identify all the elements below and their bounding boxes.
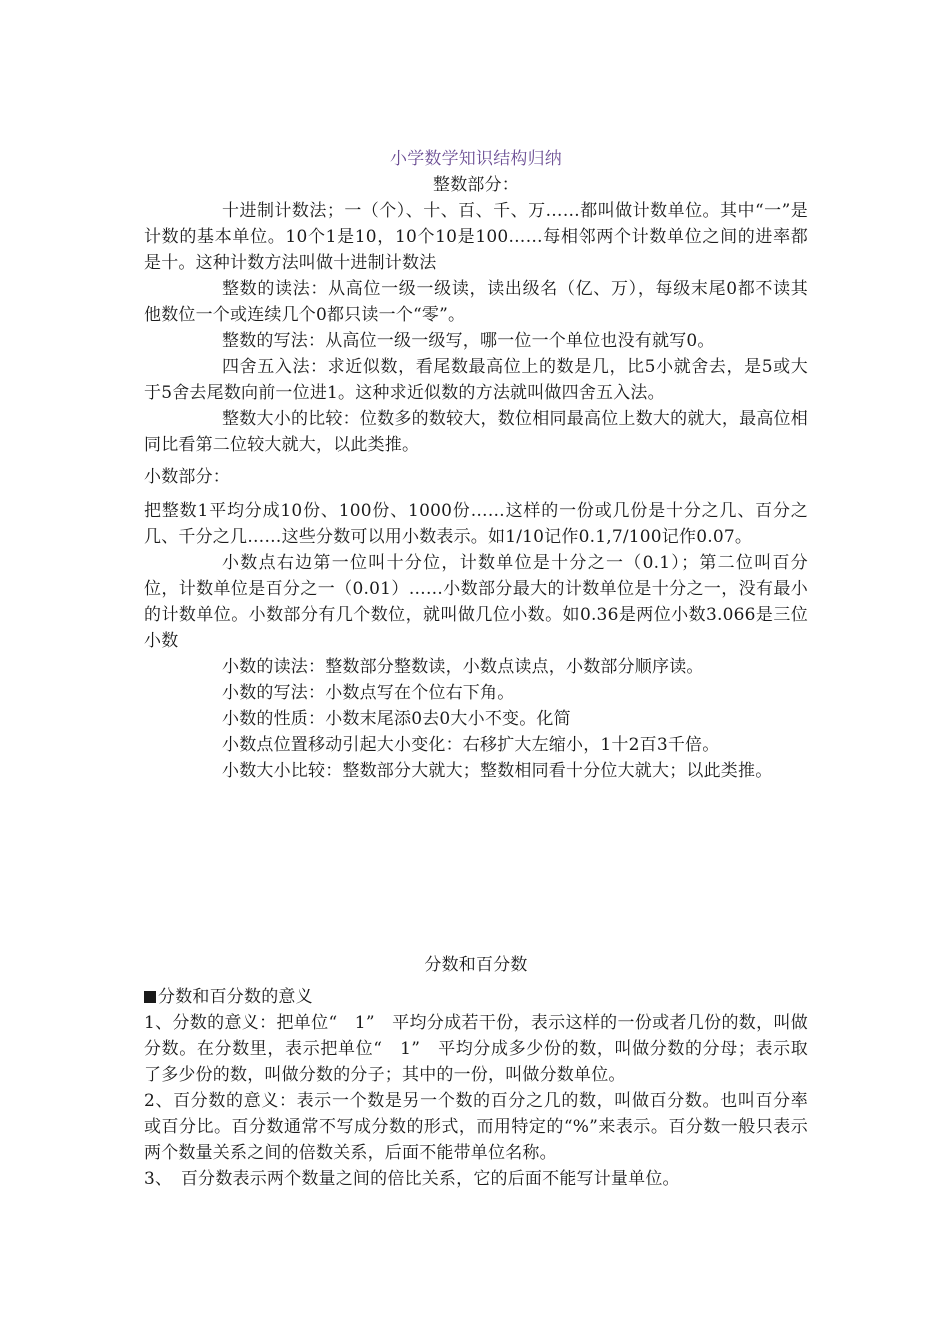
decimal-paragraph-6: 小数点位置移动引起大小变化：右移扩大左缩小，1十2百3千倍。 (222, 735, 720, 755)
fraction-paragraph-1: 1、分数的意义：把单位“ 1” 平均分成若干份，表示这样的一份或者几份的数，叫做分数。在分数里，表示把单位“ 1” 平均分成多少份的数，叫做分数的分母；表示取了多少份的数，叫做分数的分子；其中的一份，叫做分数单位。 (144, 1013, 808, 1085)
black-square-icon (144, 991, 156, 1003)
fraction-paragraph-2: 2、百分数的意义：表示一个数是另一个数的百分之几的数，叫做百分数。也叫百分率或百分比。百分数通常不写成分数的形式，而用特定的“%”来表示。百分数一般只表示两个数量关系之间的倍数关系，后面不能带单位名称。 (144, 1091, 808, 1163)
decimal-paragraph-2: 小数点右边第一位叫十分位，计数单位是十分之一（0.1）；第二位叫百分位，计数单位是百分之一（0.01）……小数部分最大的计数单位是十分之一，没有最小的计数单位。小数部分有几个数位，就叫做几位小数。如0.36是两位小数3.066是三位小数 (144, 553, 808, 651)
decimal-paragraph-5: 小数的性质：小数末尾添0去0大小不变。化简 (222, 709, 571, 729)
decimal-paragraph-3: 小数的读法：整数部分整数读，小数点读点，小数部分顺序读。 (222, 657, 704, 677)
decimal-heading: 小数部分： (144, 467, 230, 487)
decimal-paragraph-1: 把整数1平均分成10份、100份、1000份……这样的一份或几份是十分之几、百分之几、千分之几……这些分数可以用小数表示。如1/10记作0.1,7/100记作0.07。 (144, 501, 808, 547)
fraction-paragraph-3: 3、 百分数表示两个数量之间的倍比关系，它的后面不能写计量单位。 (144, 1169, 680, 1189)
fraction-subheading-text: 分数和百分数的意义 (158, 987, 313, 1007)
integer-paragraph-4: 四舍五入法：求近似数，看尾数最高位上的数是几，比5小就舍去，是5或大于5舍去尾数向前一位进1。这种求近似数的方法就叫做四舍五入法。 (144, 357, 808, 403)
fraction-subheading (144, 984, 808, 1010)
decimal-paragraph-7: 小数大小比较：整数部分大就大；整数相同看十分位大就大；以此类推。 (222, 761, 773, 781)
integer-heading: 整数部分： (433, 175, 519, 195)
document-title: 小学数学知识结构归纳 (390, 149, 562, 169)
integer-paragraph-1: 十进制计数法；一（个）、十、百、千、万……都叫做计数单位。其中“一”是计数的基本单位。10个1是10，10个10是100……每相邻两个计数单位之间的进率都是十。这种计数方法叫做十进制计数法 (144, 201, 808, 273)
decimal-paragraph-4: 小数的写法：小数点写在个位右下角。 (222, 683, 515, 703)
document-body (144, 146, 808, 1192)
integer-paragraph-3: 整数的写法：从高位一级一级写，哪一位一个单位也没有就写0。 (222, 331, 715, 351)
integer-paragraph-5: 整数大小的比较：位数多的数较大，数位相同最高位上数大的就大，最高位相同比看第二位较大就大，以此类推。 (144, 409, 808, 455)
integer-paragraph-2: 整数的读法：从高位一级一级读，读出级名（亿、万），每级末尾0都不读其他数位一个或连续几个0都只读一个“零”。 (144, 279, 808, 325)
fraction-heading: 分数和百分数 (424, 955, 528, 975)
